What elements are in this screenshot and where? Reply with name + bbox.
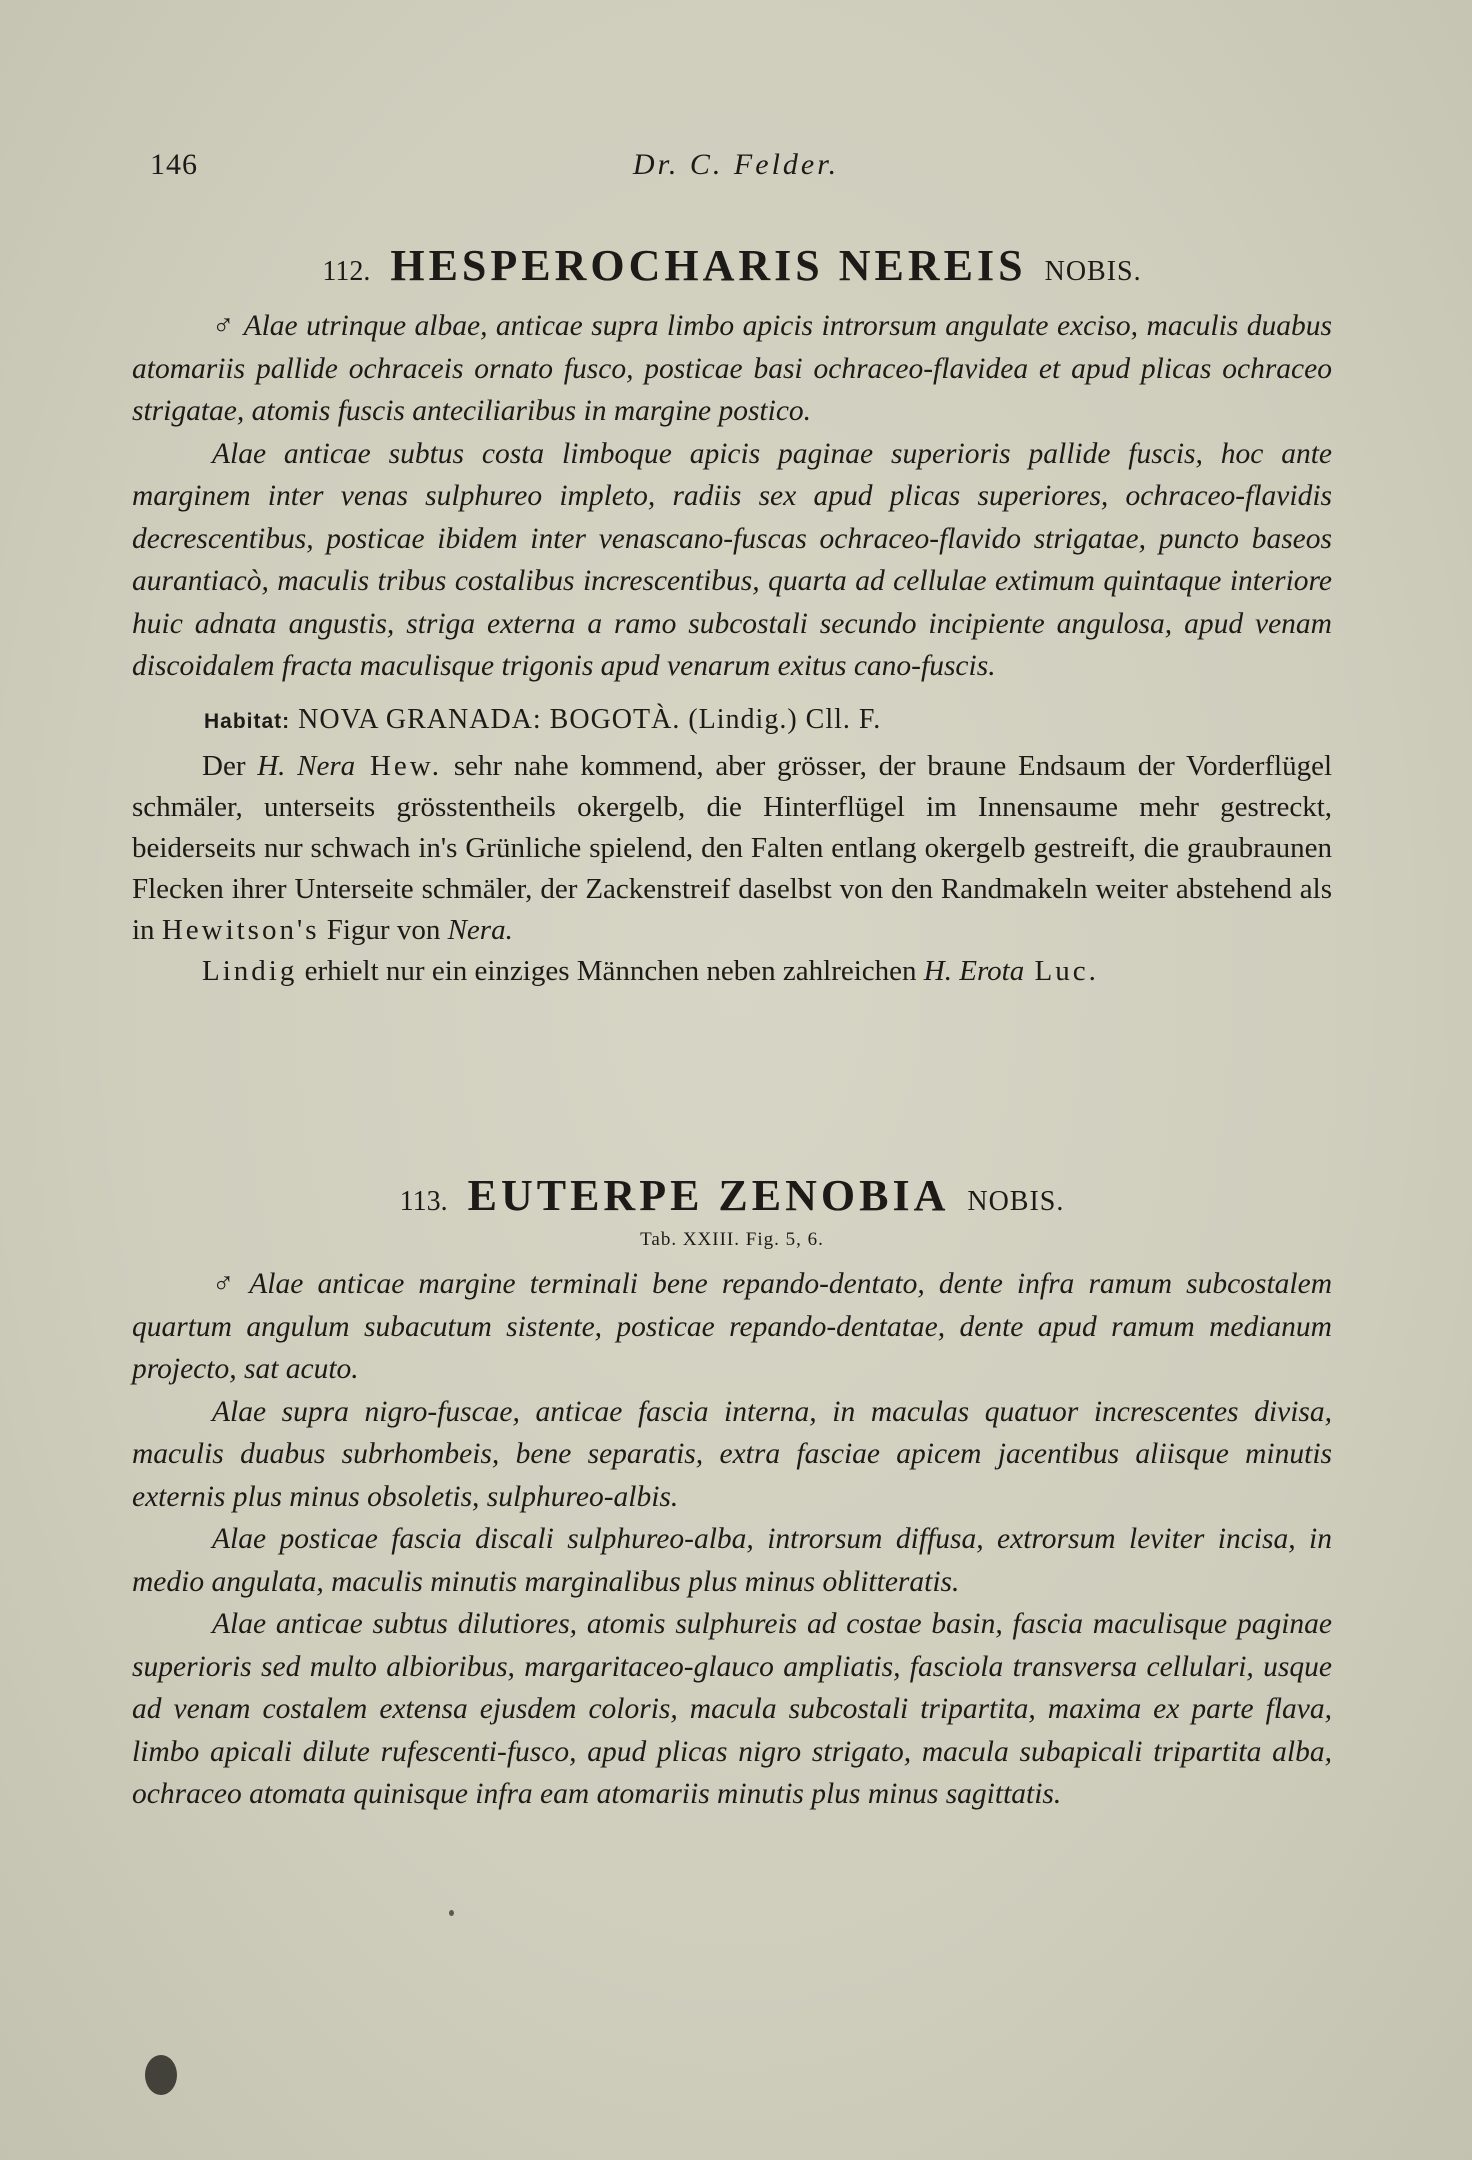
latin-paragraph: Alae posticae fascia discali sulphureo-alba, introrsum diffusa, extrorsum leviter incisa, in medio angulata, maculis minutis marginalibus plus minus oblitteratis.: [132, 1523, 1332, 1598]
german-paragraph: [132, 951, 1332, 992]
german-paragraph: [132, 746, 1332, 951]
species-authority: NOBIS.: [1044, 256, 1142, 287]
habitat-text: NOVA GRANADA: BOGOTÀ. (Lindig.) Cll. F.: [298, 703, 882, 735]
habitat-label: Habitat:: [204, 709, 291, 733]
ink-spot: [145, 2055, 177, 2095]
habitat-line: [132, 704, 1332, 736]
species-name: HESPEROCHARIS NEREIS: [390, 241, 1027, 290]
ink-spot: [449, 1910, 454, 1916]
author-name: Luc.: [1024, 954, 1099, 987]
latin-description: [132, 1263, 1332, 1391]
page-header: [150, 148, 1322, 188]
page-number: 146: [150, 148, 198, 181]
latin-paragraph: Alae supra nigro-fuscae, anticae fascia interna, in maculas quatuor increscentes divisa, maculis duabus subrhombeis, bene separatis, extra fasciae apicem jacentibus aliisque minutis externis plus minus obsoletis, sulphureo-albis.: [132, 1395, 1332, 1513]
text-run: Figur von: [319, 913, 448, 946]
species-heading: [132, 240, 1332, 291]
latin-paragraph: Alae anticae subtus dilutiores, atomis sulphureis ad costae basin, fascia maculisque paginae superioris sed multo albioribus, margaritaceo-glauco ampliatis, fasciola transversa cellulari, usque ad venam costalem extensa ejusdem coloris, macula subcostali tripartita, maxima ex parte flava, limbo apicali dilute rufescenti-fusco, apud plicas nigro strigato, macula subapicali tripartita alba, ochraceo atomata quinisque infra eam atomariis minutis plus minus sagittatis.: [132, 1608, 1332, 1810]
species-section-113: [132, 1170, 1332, 1816]
species-authority: NOBIS.: [967, 1186, 1065, 1217]
latin-paragraph: Alae anticae subtus costa limboque apicis paginae superioris pallide fuscis, hoc ante marginem inter venas sulphureo impleto, radiis sex apud plicas superiores, ochraceo-flavidis decrescentibus, posticae ibidem inter venascano-fuscas ochraceo-flavido strigatae, puncto baseos aurantiacò, maculis tribus costalibus increscentibus, quarta ad cellulae extimum quintaque interiore huic adnata angustis, striga externa a ramo subcostali secundo incipiente angulosa, apud venam discoidalem fracta maculisque trigonis apud venarum exitus cano-fuscis.: [132, 437, 1332, 682]
male-symbol-icon: ♂: [212, 309, 236, 342]
latin-paragraph: Alae anticae margine terminali bene repando-dentato, dente infra ramum subcostalem quartum angulum subacutum sistente, posticae repando-dentatae, dente apud ramum medianum projecto, sat acuto.: [132, 1268, 1332, 1385]
running-head: Dr. C. Felder.: [632, 148, 840, 181]
latin-description: [132, 305, 1332, 433]
species-number: 113.: [399, 1186, 448, 1217]
text-run: Der: [202, 749, 258, 782]
species-reference: Nera.: [447, 913, 513, 946]
species-reference: H. Nera: [257, 749, 356, 782]
latin-paragraph: Alae utrinque albae, anticae supra limbo apicis introrsum angulate exciso, maculis duabus atomariis pallide ochraceis ornato fusco, posticae basi ochraceo-flavidea et apud plicas ochraceo strigatae, atomis fuscis anteciliaribus in margine postico.: [132, 310, 1332, 427]
text-run: sehr nahe kommend, aber grösser, der braune Endsaum der Vorderflügel schmäler, unterseits grösstentheils okergelb, die Hinterflügel im Innensaume mehr gestreckt, beiderseits nur schwach in's Grünliche spielend, den Falten entlang okergelb gestreift, die graubraunen Flecken ihrer Unterseite schmäler, der Zackenstreif daselbst von den Randmakeln weiter abstehend als in: [132, 749, 1332, 946]
author-name: Hew.: [355, 749, 443, 782]
author-name: Hewitson's: [161, 913, 320, 946]
text-run: erhielt nur ein einziges Männchen neben zahlreichen: [297, 954, 924, 987]
species-section-112: [132, 240, 1332, 992]
plate-reference: Tab. XXIII. Fig. 5, 6.: [640, 1229, 824, 1250]
species-reference: H. Erota: [923, 954, 1025, 987]
species-number: 112.: [322, 256, 371, 287]
species-heading: [132, 1170, 1332, 1221]
author-name: Lindig: [202, 954, 298, 987]
male-symbol-icon: ♂: [212, 1267, 242, 1300]
species-name: EUTERPE ZENOBIA: [467, 1171, 950, 1220]
